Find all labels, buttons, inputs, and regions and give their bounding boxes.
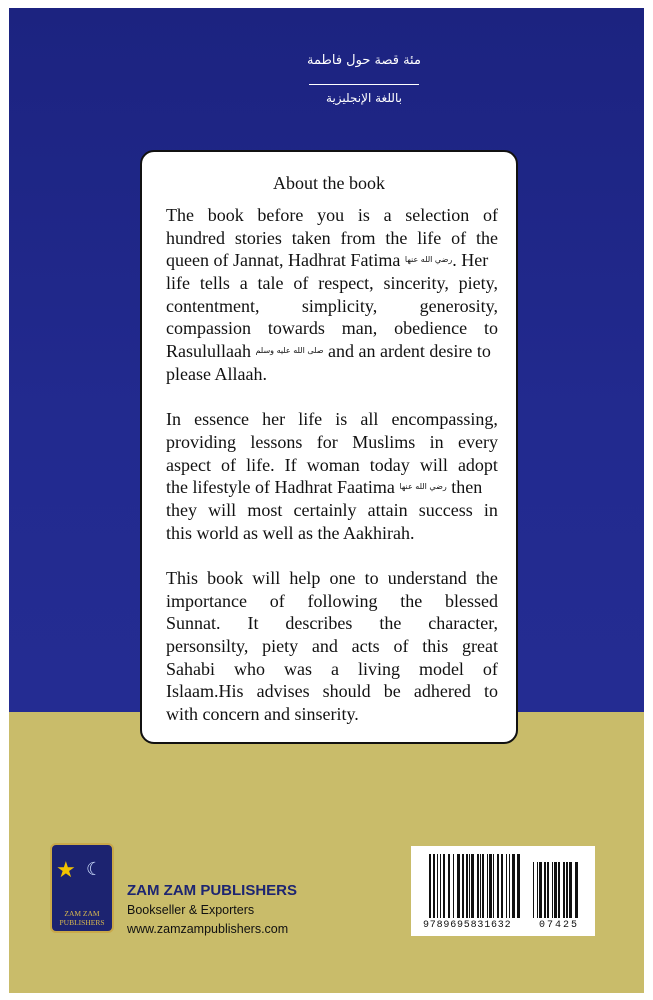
- word: It: [247, 613, 259, 634]
- paragraph-3: [166, 567, 498, 726]
- isbn-barcode: [411, 846, 595, 936]
- word: this: [422, 636, 449, 657]
- card-title: About the book: [273, 173, 385, 193]
- barcode-bar: [517, 854, 520, 918]
- word: In: [166, 409, 181, 430]
- word: life.: [246, 454, 275, 475]
- word: tells: [199, 273, 230, 294]
- barcode-bar: [429, 854, 431, 918]
- word: the: [385, 227, 408, 248]
- barcode-bar: [477, 854, 479, 918]
- word: blessed: [444, 590, 498, 611]
- text-segment: then: [451, 477, 483, 498]
- barcode-bar: [489, 854, 492, 918]
- text-segment: the lifestyle of Hadhrat Faatima: [166, 477, 395, 498]
- text-line: [166, 567, 498, 590]
- word: to: [483, 681, 498, 702]
- word: simplicity,: [301, 295, 378, 316]
- barcode-bar: [569, 862, 572, 918]
- word: help: [289, 568, 321, 588]
- barcode-bar: [552, 862, 553, 918]
- word: should: [322, 681, 371, 702]
- word: acts: [351, 636, 380, 657]
- word: every: [458, 431, 498, 452]
- text-segment: . Her: [452, 250, 489, 271]
- text-line: [166, 612, 498, 635]
- barcode-bar: [482, 854, 484, 918]
- word: contentment,: [166, 295, 260, 316]
- title-divider: [309, 84, 419, 85]
- barcode-bar: [433, 854, 435, 918]
- text-segment: Rasulullaah: [166, 341, 251, 362]
- word: The: [166, 205, 194, 225]
- word: personsilty,: [166, 636, 249, 657]
- word: of: [393, 636, 409, 657]
- text-line: please Allaah.: [166, 363, 267, 384]
- word: taken: [291, 227, 331, 248]
- word: lessons: [250, 431, 303, 452]
- barcode-bar: [547, 862, 549, 918]
- text-segment: queen of Jannat, Hadhrat Fatima: [166, 250, 401, 271]
- text-line: [166, 635, 498, 658]
- barcode-bar: [462, 854, 464, 918]
- publisher-tagline: Bookseller & Exporters: [127, 903, 255, 917]
- word: importance: [166, 590, 247, 611]
- barcode-bar: [487, 854, 488, 918]
- word: adopt: [457, 454, 498, 475]
- word: life: [298, 409, 323, 430]
- word: is: [357, 205, 370, 225]
- text-line: [166, 340, 498, 363]
- word: success: [418, 499, 473, 520]
- barcode-bar: [537, 862, 538, 918]
- word: be: [383, 681, 401, 702]
- word: following: [307, 590, 378, 611]
- word: to: [364, 568, 379, 588]
- word: essence: [194, 409, 250, 430]
- word: great: [462, 636, 498, 657]
- word: living: [357, 658, 400, 679]
- barcode-bar: [575, 862, 578, 918]
- barcode-bar: [539, 862, 542, 918]
- word: respect,: [318, 273, 374, 294]
- word: Muslims: [352, 431, 416, 452]
- barcode-bar: [544, 862, 546, 918]
- text-line: [166, 476, 498, 499]
- barcode-bar: [480, 854, 481, 918]
- honorific-female: رضي الله عنها: [399, 482, 447, 492]
- word: generosity,: [419, 295, 498, 316]
- text-line: [166, 317, 498, 340]
- word: selection: [405, 205, 470, 225]
- barcode-addon-bars: [533, 862, 579, 918]
- word: the: [475, 568, 498, 588]
- word: life: [417, 227, 442, 248]
- barcode-bar: [506, 854, 507, 918]
- barcode-bar: [563, 862, 565, 918]
- word: Islaam.His: [166, 681, 244, 702]
- word: for: [316, 431, 338, 452]
- word: you: [317, 205, 345, 225]
- barcode-bar: [453, 854, 454, 918]
- barcode-bar: [440, 854, 441, 918]
- barcode-bar: [437, 854, 438, 918]
- word: character,: [428, 613, 498, 634]
- word: a: [383, 205, 392, 225]
- word: sincerity,: [383, 273, 449, 294]
- text-line: with concern and sinserity.: [166, 704, 359, 725]
- word: obedience: [394, 318, 468, 339]
- word: a: [330, 658, 339, 679]
- card-body: [166, 204, 498, 726]
- word: piety,: [458, 273, 498, 294]
- word: of: [451, 227, 467, 248]
- about-book-card: [140, 150, 518, 744]
- honorific-prophet: صلى الله عليه وسلم: [255, 346, 324, 356]
- barcode-bar: [466, 854, 468, 918]
- word: advises: [256, 681, 310, 702]
- word: to: [483, 318, 498, 339]
- word: in: [483, 499, 498, 520]
- word: most: [247, 499, 283, 520]
- word: compassion: [166, 318, 251, 339]
- barcode-bar: [457, 854, 460, 918]
- word: model: [418, 658, 464, 679]
- word: certainly: [293, 499, 357, 520]
- logo-text: [52, 909, 112, 927]
- word: encompassing,: [391, 409, 498, 430]
- word: book: [207, 205, 244, 225]
- word: understand: [387, 568, 467, 588]
- barcode-bar: [448, 854, 450, 918]
- word: If: [284, 454, 297, 475]
- word: stories: [234, 227, 282, 248]
- barcode-bar: [497, 854, 499, 918]
- word: of: [293, 273, 309, 294]
- text-line: [166, 658, 498, 681]
- word: Sahabi: [166, 658, 215, 679]
- text-line: [166, 408, 498, 431]
- text-line: [166, 454, 498, 477]
- word: describes: [285, 613, 353, 634]
- barcode-bar: [493, 854, 494, 918]
- arabic-title: مئة قصة حول فاطمة: [307, 53, 421, 68]
- word: adhered: [413, 681, 471, 702]
- publisher-logo: [50, 843, 114, 933]
- word: the: [475, 227, 498, 248]
- word: was: [283, 658, 312, 679]
- text-line: [166, 680, 498, 703]
- text-line: [166, 227, 498, 250]
- word: book: [207, 568, 244, 588]
- barcode-bar: [558, 862, 560, 918]
- publisher-name: ZAM ZAM PUBLISHERS: [127, 882, 297, 899]
- calligraphy-book-icon: ☾: [86, 859, 103, 880]
- word: the: [379, 613, 402, 634]
- word: This: [166, 568, 199, 588]
- text-line: [166, 499, 498, 522]
- addon-number: 07425: [539, 920, 580, 931]
- word: before: [257, 205, 304, 225]
- word: of: [482, 658, 498, 679]
- word: attain: [367, 499, 408, 520]
- word: piety: [262, 636, 299, 657]
- word: who: [233, 658, 265, 679]
- barcode-bar: [501, 854, 503, 918]
- word: life: [166, 273, 190, 294]
- paragraph-1: [166, 204, 498, 386]
- word: Sunnat.: [166, 613, 221, 634]
- word: from: [340, 227, 376, 248]
- word: man,: [341, 318, 378, 339]
- barcode-bar: [509, 854, 510, 918]
- star-icon: ★: [56, 857, 76, 882]
- isbn-number: 9789695831632: [423, 920, 512, 931]
- word: all: [360, 409, 379, 430]
- word: in: [429, 431, 444, 452]
- word: of: [221, 454, 237, 475]
- word: of: [269, 590, 285, 611]
- word: and: [311, 636, 338, 657]
- barcode-bar: [512, 854, 515, 918]
- honorific-female: رضي الله عنها: [404, 255, 453, 265]
- word: towards: [267, 318, 325, 339]
- arabic-subtitle: باللغة الإنجليزية: [326, 91, 402, 105]
- word: hundred: [166, 227, 225, 248]
- text-segment: and an ardent desire to: [327, 341, 491, 362]
- text-line: [166, 204, 498, 227]
- logo-text-line: PUBLISHERS: [59, 918, 105, 927]
- word: is: [335, 409, 348, 430]
- word: providing: [166, 431, 236, 452]
- barcode-bar: [443, 854, 445, 918]
- barcode-bar: [554, 862, 557, 918]
- word: will: [208, 499, 237, 520]
- barcode-bar: [566, 862, 568, 918]
- barcode-bar: [471, 854, 474, 918]
- barcode-bar: [533, 862, 534, 918]
- word: today: [369, 454, 410, 475]
- text-line: [166, 272, 498, 295]
- text-line: [166, 249, 498, 272]
- paragraph-2: [166, 408, 498, 544]
- word: will: [419, 454, 448, 475]
- word: will: [252, 568, 281, 588]
- barcode-bar: [469, 854, 470, 918]
- word: a: [239, 273, 248, 294]
- logo-text-line: ZAM ZAM: [64, 909, 100, 918]
- word: aspect: [166, 454, 211, 475]
- word: the: [400, 590, 423, 611]
- barcode-main-bars: [429, 854, 521, 918]
- word: they: [166, 499, 197, 520]
- word: one: [329, 568, 356, 588]
- publisher-website: www.zamzampublishers.com: [127, 922, 289, 936]
- word: tale: [257, 273, 284, 294]
- word: of: [482, 205, 498, 225]
- text-line: this world as well as the Aakhirah.: [166, 522, 415, 543]
- text-line: [166, 431, 498, 454]
- word: her: [262, 409, 286, 430]
- word: woman: [306, 454, 360, 475]
- text-line: [166, 295, 498, 318]
- text-line: [166, 590, 498, 613]
